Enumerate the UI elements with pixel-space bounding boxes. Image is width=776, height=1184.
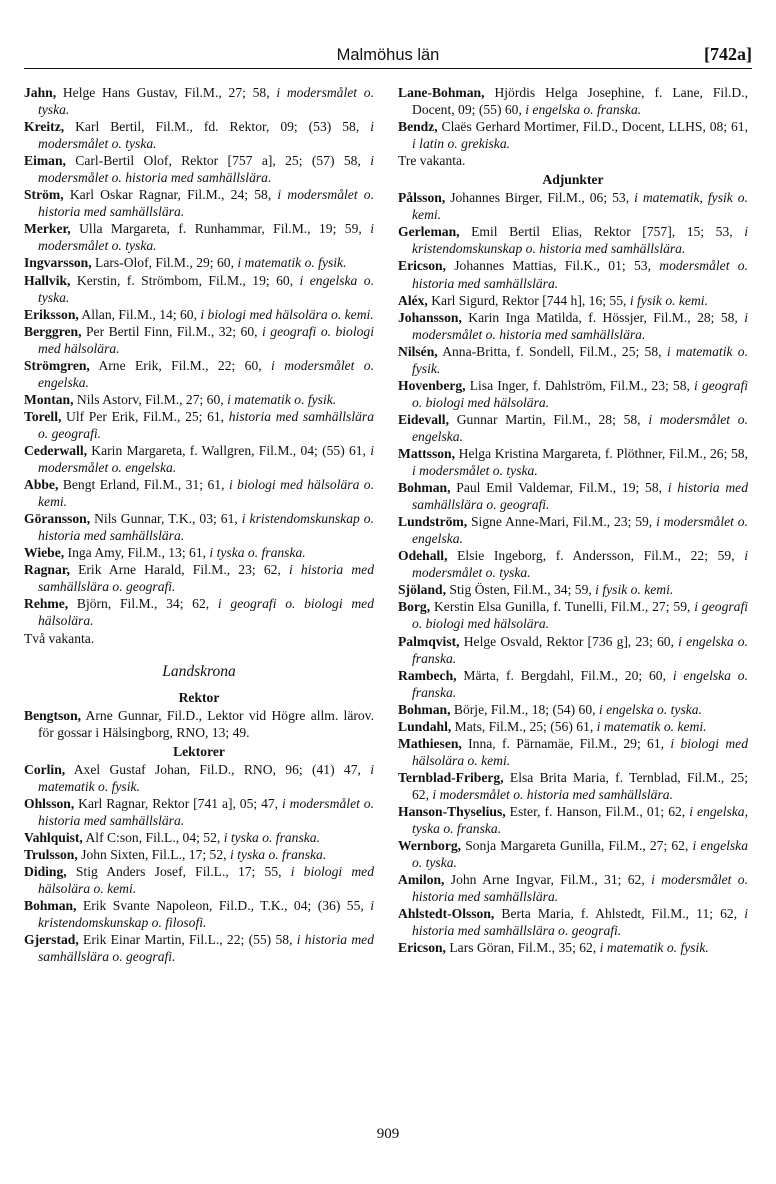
staff-entry [24,254,374,271]
entry-subjects: i matematik o. fysik. [223,391,337,407]
entry-surname: Vahlquist, [24,829,83,845]
entry-surname: Aléx, [398,292,428,308]
entry-subjects: i geografi o. biologi med hälsolära. [412,377,749,410]
entry-surname: Mattsson, [398,445,456,461]
staff-entry [398,837,748,871]
entry-surname: Eriksson, [24,306,79,322]
entry-subjects: i tyska o. franska. [226,847,327,863]
entry-details: Claës Gerhard Mortimer, Fil.D., Docent, LLHS, 08; 61, [437,119,748,135]
entry-subjects: i fysik o. kemi. [626,292,708,308]
page-title: Malmöhus län [336,46,440,64]
entry-subjects: i matematik, fysik o. kemi. [412,190,748,223]
staff-entry [398,581,748,598]
entry-subjects: i engelska o. franska. [521,102,642,118]
staff-entry [24,561,374,595]
entry-subjects: i historia med samhällslära o. geografi. [412,906,748,939]
entry-surname: Rehme, [24,596,69,612]
entry-subjects: i modersmålet o. engelska. [412,514,748,547]
entry-surname: Hanson-Thyselius, [398,803,506,819]
entry-surname: Lundström, [398,514,468,530]
entry-subjects: i tyska o. franska. [206,545,306,561]
entry-subjects: i fysik o. kemi. [591,582,674,598]
entry-surname: Lundahl, [398,718,452,734]
entry-surname: Ragnar, [24,562,70,578]
entry-details: Erik Arne Harald, Fil.M., 23; 62, [69,562,281,578]
staff-entry [398,633,748,667]
entry-details: Lars Göran, Fil.M., 35; 62, [445,940,597,956]
entry-surname: Bohman, [24,898,77,914]
entry-surname: Diding, [24,864,67,880]
entry-subjects: i geografi o. biologi med hälsolära. [38,323,375,356]
entry-details: Karl Sigurd, Rektor [744 h], 16; 55, [427,292,627,308]
entry-list [398,189,748,956]
entry-surname: Borg, [398,599,431,615]
entry-subjects: i engelska o. tyska. [412,838,748,871]
place-heading: Landskrona [162,662,236,680]
staff-entry [398,189,748,223]
entry-subjects: i modersmålet o. engelska. [412,411,748,444]
entry-surname: Gerleman, [398,224,460,240]
entry-surname: Hallvik, [24,272,71,288]
entry-subjects: i geografi o. biologi med hälsolära. [412,599,749,632]
entry-subjects: i latin o. grekiska. [412,136,511,152]
entry-details: Allan, Fil.M., 14; 60, [78,306,197,322]
staff-entry [398,411,748,445]
entry-surname: Lane-Bohman, [398,85,485,100]
entry-details: Hjördis Helga Josephine, f. Lane, Fil.D., Docent, 09; (55) 60, [412,85,748,118]
entry-details: Bengt Erland, Fil.M., 31; 61, [58,477,225,493]
entry-details: Erik Svante Napoleon, Fil.D., T.K., 04; (36) 55, [76,898,364,914]
entry-details: Signe Anne-Mari, Fil.M., 23; 59, [467,514,653,530]
entry-subjects: i matematik o. fysik. [233,255,347,271]
entry-subjects: i modersmålet o. tyska. [412,463,538,479]
entry-details: John Arne Ingvar, Fil.M., 31; 62, [444,872,645,888]
entry-subjects: i matematik o. fysik. [596,940,709,956]
entry-subjects: historia med samhällslära o. geografi. [38,408,374,441]
entry-subjects: i modersmålet o. historia med samhällslära. [38,795,374,828]
entry-subjects: i modersmålet o. engelska. [38,442,374,476]
entry-surname: Bohman, [398,480,451,496]
entry-details: Börje, Fil.M., 18; (54) 60, [450,701,596,717]
staff-entry [24,306,374,323]
entry-surname: Wiebe, [24,545,65,561]
entry-subjects: i tyska o. franska. [220,829,320,845]
entry-surname: Kreitz, [24,119,65,135]
staff-entry [24,186,374,220]
entry-subjects: i historia med samhällslära o. geografi. [412,480,748,513]
entry-surname: Johansson, [398,309,462,325]
staff-entry [398,905,748,939]
entry-surname: Mathiesen, [398,735,462,751]
entry-subjects: modersmålet o. historia med samhällslära. [412,258,748,291]
entry-details: John Sixten, Fil.L., 17; 52, [77,847,227,863]
staff-entry [24,897,374,931]
entry-subjects: i biologi med hälsolära o. kemi. [196,306,374,322]
staff-entry [398,343,748,377]
entry-details: Karl Ragnar, Rektor [741 a], 05; 47, [74,795,279,811]
staff-entry [398,292,748,309]
entry-surname: Eiman, [24,153,66,169]
entry-subjects: i matematik o. fysik. [412,343,748,376]
entry-surname: Ohlsson, [24,795,75,811]
entry-surname: Ericson, [398,258,446,274]
entry-surname: Jahn, [24,85,57,100]
entry-surname: Abbe, [24,477,59,493]
staff-entry [24,152,374,186]
entry-details: Inna, f. Pärnamäe, Fil.M., 29; 61, [461,735,665,751]
staff-entry [398,118,748,152]
staff-entry [24,595,374,629]
staff-entry [24,544,374,561]
staff-entry [24,931,374,965]
entry-details: Alf C:son, Fil.L., 04; 52, [82,829,221,845]
entry-subjects: i modersmålet o. historia med samhällslära. [429,786,673,802]
entry-subjects: i modersmålet o. historia med samhällslära. [412,309,748,342]
staff-entry [24,118,374,152]
entry-details: Carl-Bertil Olof, Rektor [757 a], 25; (57) 58, [65,153,361,169]
staff-entry [24,863,374,897]
right-column [398,84,748,956]
left-column [24,84,374,965]
entry-details: Märta, f. Bergdahl, Fil.M., 20; 60, [456,667,666,683]
entry-details: Elsa Brita Maria, f. Ternblad, Fil.M., 25; 62, [412,769,748,802]
staff-entry [24,795,374,829]
entry-details: Stig Östen, Fil.M., 34; 59, [445,582,592,598]
staff-entry [398,223,748,257]
entry-list [24,761,374,966]
entry-subjects: i kristendomskunskap o. historia med samhällslära. [38,511,374,544]
entry-details: Erik Einar Martin, Fil.L., 22; (55) 58, [78,932,293,948]
staff-entry [398,769,748,803]
entry-surname: Ingvarsson, [24,255,92,271]
entry-details: Mats, Fil.M., 25; (56) 61, [451,718,594,734]
entry-details: Sonja Margareta Gunilla, Fil.M., 27; 62, [461,838,689,854]
entry-subjects: i modersmålet o. historia med samhällslära. [412,872,748,905]
staff-entry [398,667,748,701]
staff-entry [24,272,374,306]
entry-surname: Ericson, [398,940,446,956]
entry-subjects: i modersmålet o. tyska. [412,548,748,581]
entry-details: Kerstin Elsa Gunilla, f. Tunelli, Fil.M., 27; 59, [430,599,691,615]
entry-details: Karin Margareta, f. Wallgren, Fil.M., 04; (55) 61, [87,442,366,458]
section-code: [742a] [704,44,752,64]
entry-details: Kerstin, f. Strömbom, Fil.M., 19; 60, [70,272,294,288]
entry-surname: Palmqvist, [398,633,460,649]
entry-list [24,84,374,630]
staff-entry [24,442,374,476]
entry-subjects: i modersmålet o. historia med samhällslära. [38,187,374,220]
entry-details: Helga Kristina Margareta, f. Plöthner, Fil.M., 26; 58, [455,445,748,461]
entry-surname: Berggren, [24,323,82,339]
staff-entry [398,84,748,118]
entry-details: Stig Anders Josef, Fil.L., 17; 55, [66,864,282,880]
entry-details: Nils Astorv, Fil.M., 27; 60, [73,391,224,407]
entry-surname: Corlin, [24,761,66,777]
entry-subjects: i kristendomskunskap o. historia med samhällslära. [412,224,748,257]
entry-details: Johannes Birger, Fil.M., 06; 53, [445,190,630,206]
staff-entry [398,939,748,956]
entry-subjects: i biologi med hälsolära o. kemi. [38,477,375,510]
staff-entry [398,257,748,291]
entry-details: Elsie Ingeborg, f. Andersson, Fil.M., 22; 59, [447,548,735,564]
staff-entry [24,220,374,254]
vacancy-note: Två vakanta. [24,630,95,646]
entry-details: Karl Oskar Ragnar, Fil.M., 24; 58, [63,187,272,203]
entry-subjects: i engelska o. franska. [412,667,748,700]
running-header [24,38,752,69]
entry-surname: Odehall, [398,548,448,564]
entry-details: Johannes Mattias, Fil.K., 01; 53, [445,258,651,274]
entry-details: Arne Erik, Fil.M., 22; 60, [89,357,262,373]
page-number: 909 [376,1126,400,1142]
entry-subjects: i modersmålet o. tyska. [38,221,374,254]
staff-entry [398,718,748,735]
entry-subjects: i geografi o. biologi med hälsolära. [38,596,374,629]
staff-entry [24,829,374,846]
staff-entry [398,547,748,581]
vacancy-note: Tre vakanta. [398,153,466,169]
entry-surname: Trulsson, [24,847,78,863]
entry-details: Karl Bertil, Fil.M., fd. Rektor, 09; (53) 58, [64,119,360,135]
entry-subjects: i modersmålet o. tyska. [38,85,374,118]
entry-list [24,707,374,741]
staff-entry [24,510,374,544]
staff-entry [398,445,748,479]
entry-details: Nils Gunnar, T.K., 03; 61, [90,511,238,527]
staff-entry [24,357,374,391]
staff-entry [24,323,374,357]
staff-entry [398,309,748,343]
entry-details: Karin Inga Matilda, f. Hössjer, Fil.M., 28; 58, [461,309,738,325]
entry-details: Ulf Per Erik, Fil.M., 25; 61, [61,408,225,424]
entry-surname: Rambech, [398,667,457,683]
staff-entry [24,476,374,510]
entry-details: Axel Gustaf Johan, Fil.D., RNO, 96; (41) 47, [65,761,361,777]
entry-details: Paul Emil Valdemar, Fil.M., 19; 58, [450,480,663,496]
entry-surname: Pålsson, [398,190,446,206]
entry-details: Ulla Margareta, f. Runhammar, Fil.M., 19; 59, [70,221,362,237]
entry-details: Helge Hans Gustav, Fil.M., 27; 58, [56,85,270,100]
entry-subjects: i matematik o. kemi. [593,718,707,734]
entry-subjects: i modersmålet o. tyska. [38,119,374,152]
entry-surname: Cederwall, [24,442,88,458]
staff-entry [398,735,748,769]
staff-entry [24,846,374,863]
entry-details: Ester, f. Hanson, Fil.M., 01; 62, [505,803,686,819]
entry-details: Per Bertil Finn, Fil.M., 32; 60, [81,323,258,339]
staff-entry [24,707,374,741]
section-heading-adjunkter: Adjunkter [542,172,604,188]
entry-subjects: i engelska o. tyska. [38,272,374,305]
staff-entry [24,84,374,118]
staff-entry [398,479,748,513]
section-heading-rektor: Rektor [178,689,220,705]
entry-surname: Ström, [24,187,64,203]
entry-subjects: i engelska o. tyska. [595,701,702,717]
entry-surname: Gjerstad, [24,932,79,948]
entry-surname: Wernborg, [398,838,462,854]
entry-surname: Nilsén, [398,343,438,359]
entry-surname: Torell, [24,408,62,424]
entry-subjects: i historia med samhällslära o. geografi. [38,932,375,965]
entry-surname: Eidevall, [398,411,449,427]
entry-details: Emil Bertil Elias, Rektor [757], 15; 53, [459,224,733,240]
entry-subjects: i modersmålet o. engelska. [38,357,374,390]
entry-subjects: i kristendomskunskap o. filosofi. [38,898,374,931]
entry-surname: Bohman, [398,701,451,717]
staff-entry [24,408,374,442]
entry-details: Björn, Fil.M., 34; 62, [68,596,210,612]
staff-entry [398,513,748,547]
entry-surname: Göransson, [24,511,91,527]
entry-details: Arne Gunnar, Fil.D., Lektor vid Högre allm. lärov. för gossar i Hälsingborg, RNO, 13; 49. [38,707,374,740]
entry-surname: Ahlstedt-Olsson, [398,906,495,922]
entry-surname: Montan, [24,391,74,407]
staff-entry [398,701,748,718]
entry-subjects: i matematik o. fysik. [38,761,374,794]
entry-details: Gunnar Martin, Fil.M., 28; 58, [448,411,641,427]
entry-surname: Ternblad-Friberg, [398,769,504,785]
staff-entry [24,391,374,408]
staff-entry [398,598,748,632]
entry-surname: Merker, [24,221,71,237]
entry-details: Anna-Britta, f. Sondell, Fil.M., 25; 58, [437,343,662,359]
entry-surname: Bendz, [398,119,438,135]
entry-details: Inga Amy, Fil.M., 13; 61, [64,545,207,561]
entry-surname: Bengtson, [24,707,82,723]
entry-details: Berta Maria, f. Ahlstedt, Fil.M., 11; 62, [494,906,738,922]
section-heading-lektorer: Lektorer [173,743,225,759]
entry-subjects: i engelska, tyska o. franska. [412,803,749,837]
entry-subjects: i engelska o. franska. [412,633,748,666]
entry-details: Helge Osvald, Rektor [736 g], 23; 60, [459,633,674,649]
entry-subjects: i biologi med hälsolära o. kemi. [412,735,748,768]
staff-entry [398,377,748,411]
staff-entry [24,761,374,795]
entry-subjects: i historia med samhällslära o. geografi. [38,562,374,595]
entry-surname: Amilon, [398,872,445,888]
entry-surname: Hovenberg, [398,377,466,393]
entry-list [398,84,748,152]
entry-subjects: i biologi med hälsolära o. kemi. [38,864,375,897]
entry-details: Lars-Olof, Fil.M., 29; 60, [91,255,234,271]
entry-surname: Sjöland, [398,582,446,598]
staff-entry [398,871,748,905]
entry-surname: Strömgren, [24,357,90,373]
entry-subjects: i modersmålet o. historia med samhällslära. [38,153,374,186]
entry-details: Lisa Inger, f. Dahlström, Fil.M., 23; 58, [465,377,690,393]
staff-entry [398,803,748,837]
